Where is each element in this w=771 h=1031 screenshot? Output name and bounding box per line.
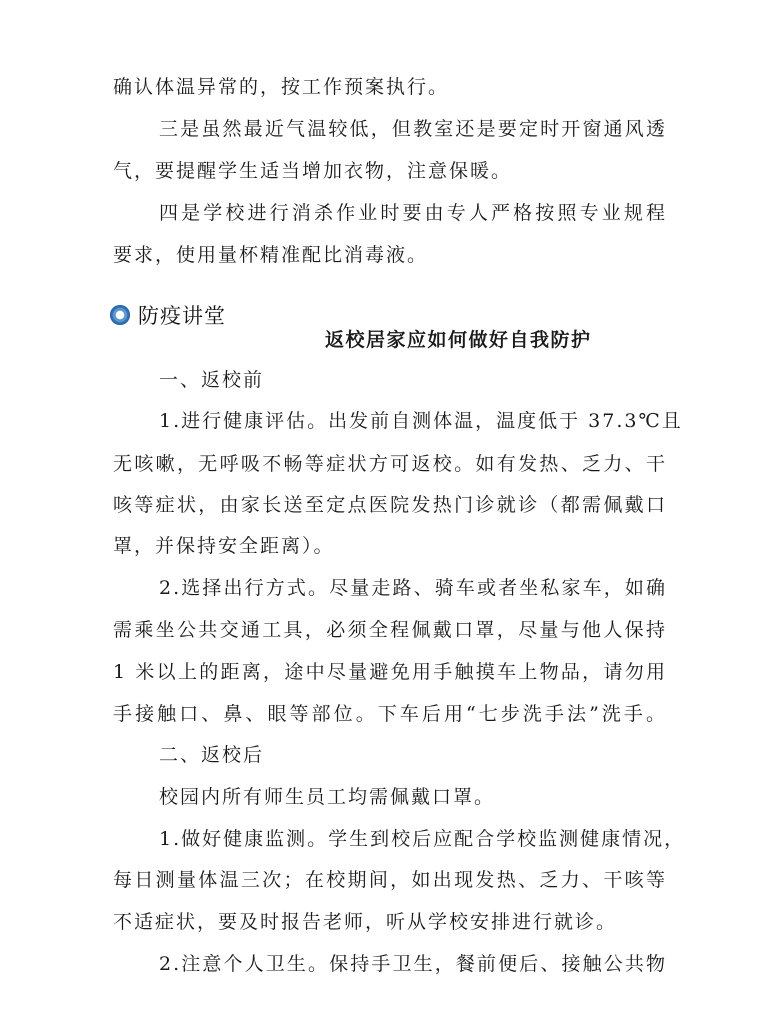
circle-bullet-icon <box>110 305 130 325</box>
paragraph-line: 1.做好健康监测。学生到校后应配合学校监测健康情况， <box>159 828 686 850</box>
paragraph-line: 三是虽然最近气温较低，但教室还是要定时开窗通风透 <box>159 118 667 140</box>
paragraph-line: 四是学校进行消杀作业时要由专人严格按照专业规程 <box>159 202 667 224</box>
heading-after-return: 二、返校后 <box>159 744 265 766</box>
section-title: 防疫讲堂 <box>138 304 226 328</box>
article-title: 返校居家应如何做好自我防护 <box>325 329 592 351</box>
section-header <box>110 300 226 330</box>
paragraph-line: 不适症状，要及时报告老师，听从学校安排进行就诊。 <box>113 911 618 933</box>
paragraph-line: 每日测量体温三次；在校期间，如出现发热、乏力、干咳等 <box>113 869 667 891</box>
paragraph-line: 1.进行健康评估。出发前自测体温，温度低于 37.3℃且 <box>159 410 683 432</box>
paragraph-line: 1 米以上的距离，途中尽量避免用手触摸车上物品，请勿用 <box>113 661 667 683</box>
paragraph-line: 罩，并保持安全距离）。 <box>113 535 335 557</box>
paragraph-line: 2.注意个人卫生。保持手卫生，餐前便后、接触公共物 <box>159 953 667 975</box>
paragraph-line: 咳等症状，由家长送至定点医院发热门诊就诊（都需佩戴口 <box>113 494 667 516</box>
paragraph-line: 要求，使用量杯精准配比消毒液。 <box>113 244 429 266</box>
paragraph-line: 2.选择出行方式。尽量走路、骑车或者坐私家车，如确 <box>159 577 667 599</box>
paragraph-line: 无咳嗽，无呼吸不畅等症状方可返校。如有发热、乏力、干 <box>113 453 667 475</box>
paragraph-line: 手接触口、鼻、眼等部位。下车后用“七步洗手法”洗手。 <box>113 703 667 725</box>
paragraph-line: 气，要提醒学生适当增加衣物，注意保暖。 <box>113 160 513 182</box>
paragraph-line: 确认体温异常的，按工作预案执行。 <box>113 76 450 98</box>
paragraph-line: 校园内所有师生员工均需佩戴口罩。 <box>159 786 496 808</box>
heading-before-return: 一、返校前 <box>159 369 265 391</box>
paragraph-line: 需乘坐公共交通工具，必须全程佩戴口罩，尽量与他人保持 <box>113 619 667 641</box>
